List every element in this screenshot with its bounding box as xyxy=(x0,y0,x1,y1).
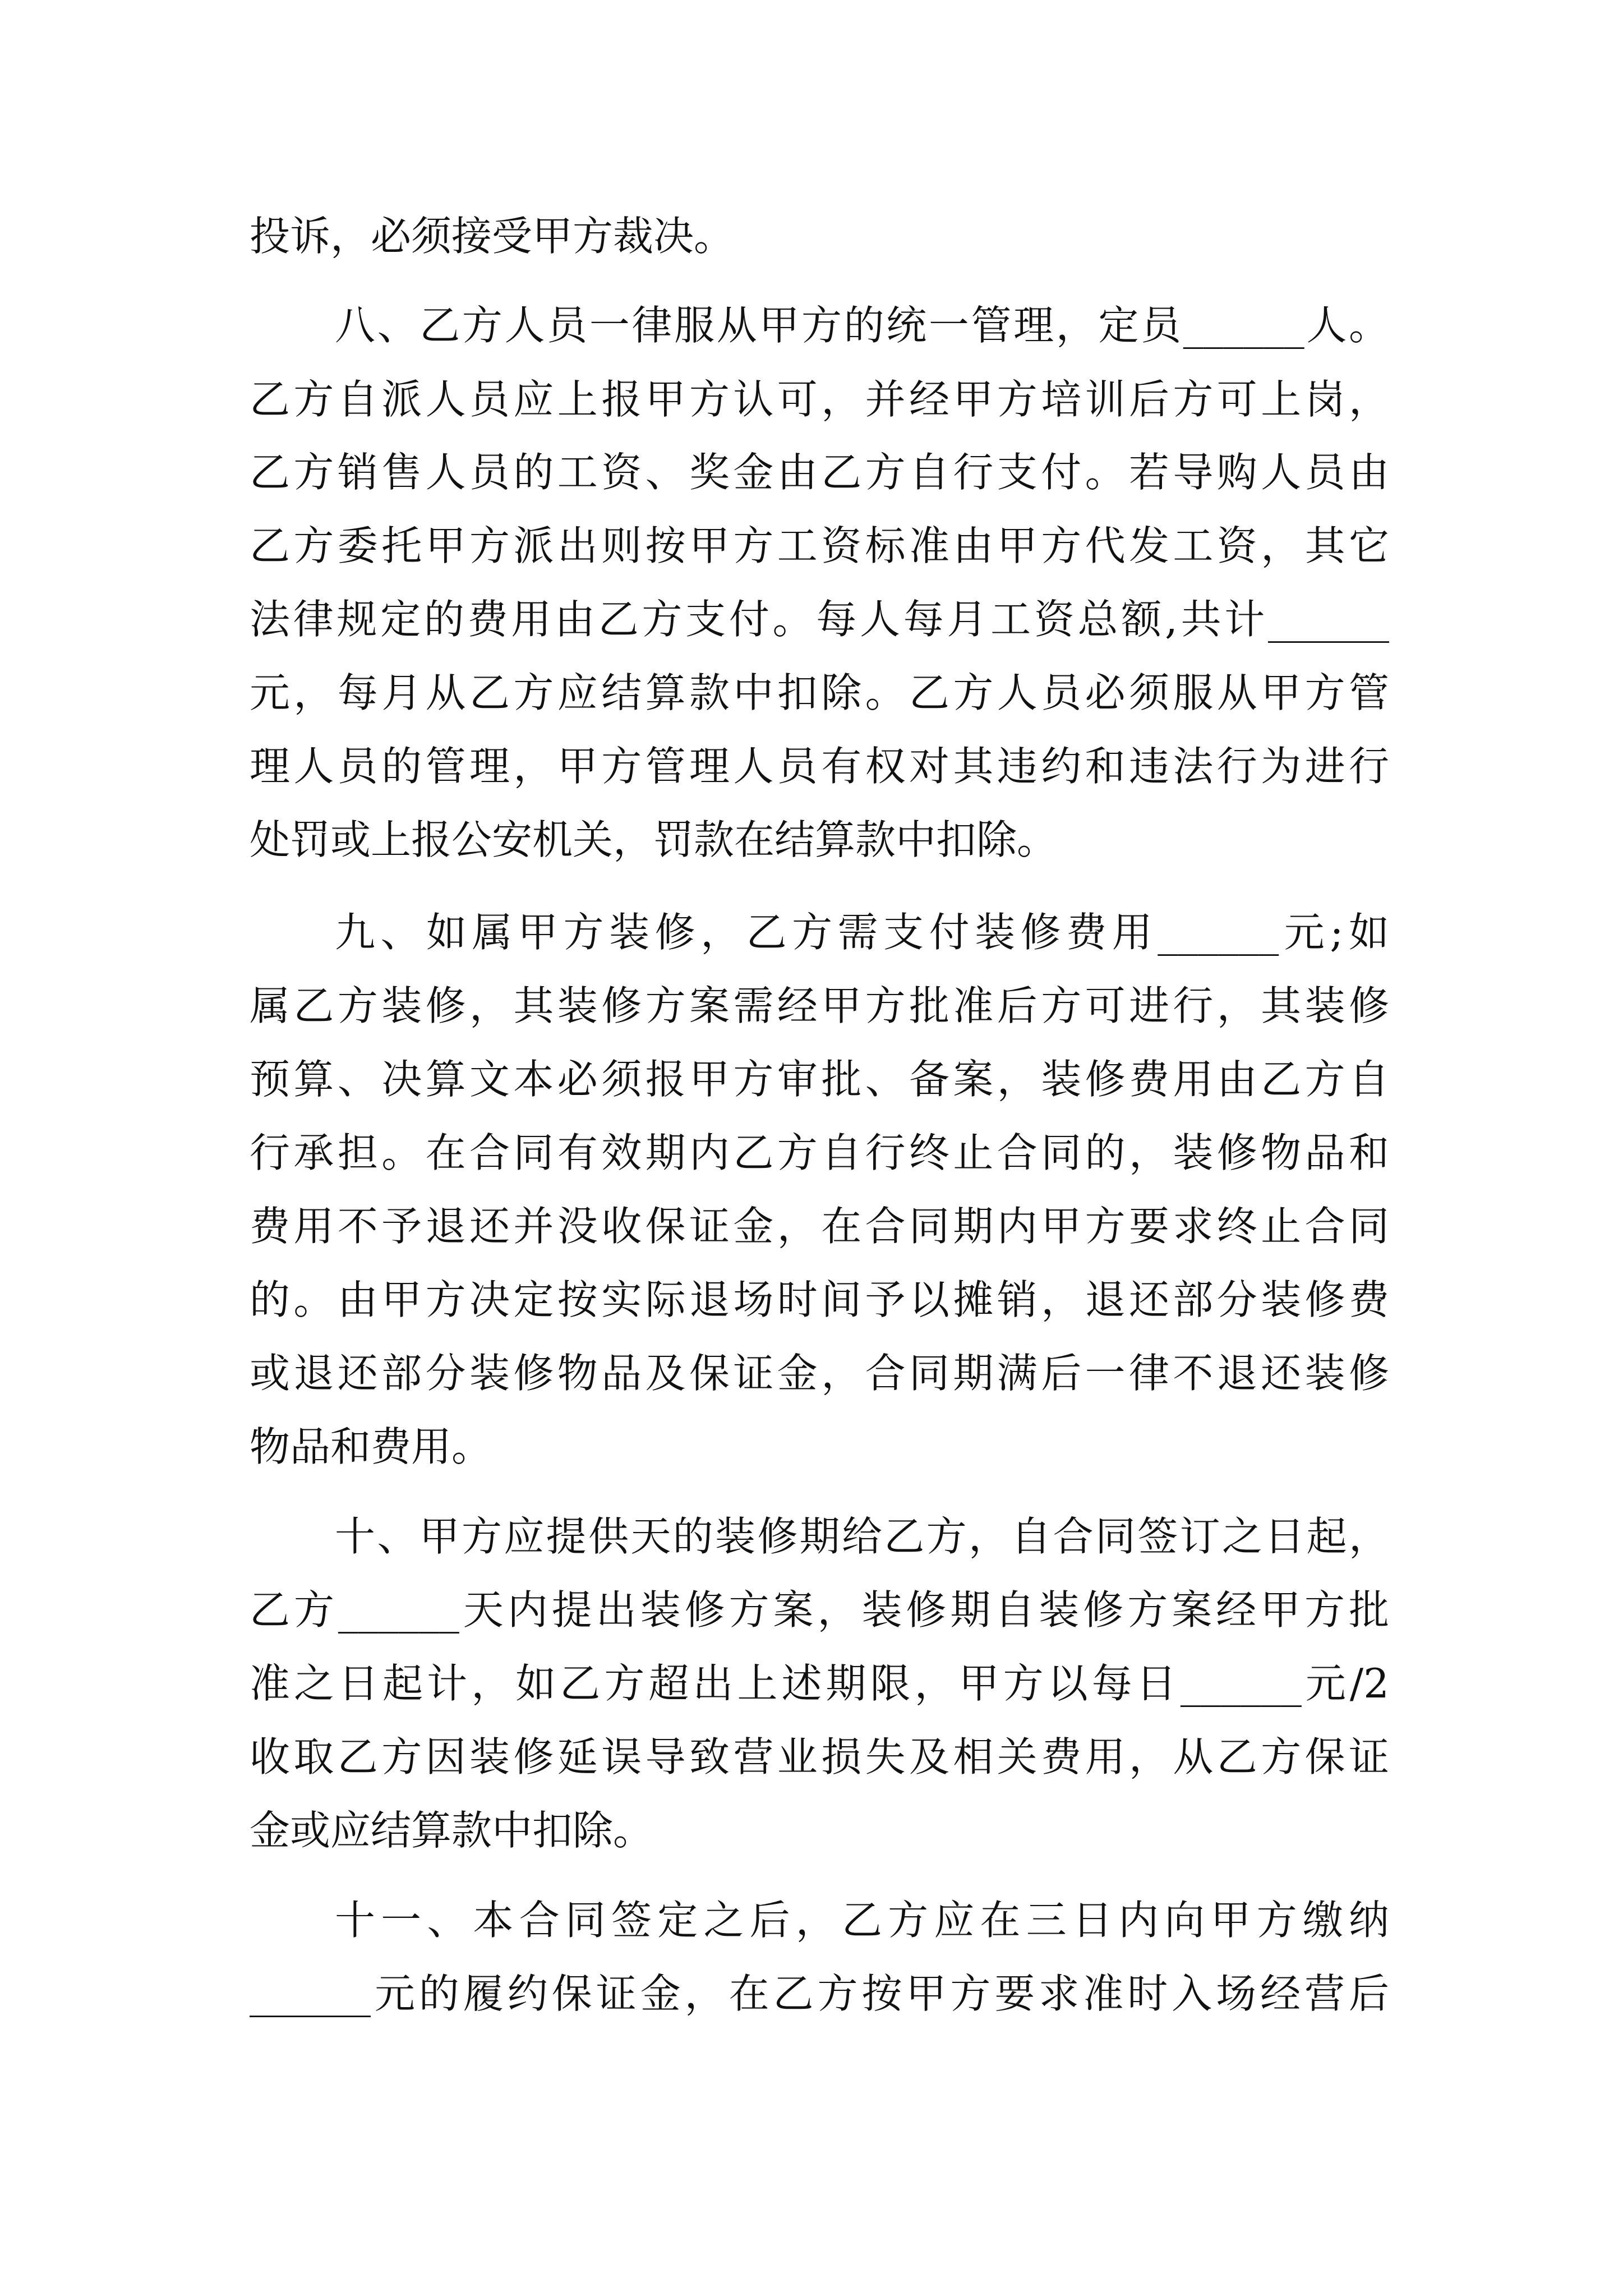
text-line: ______元的履约保证金，在乙方按甲方要求准时入场经营后 xyxy=(250,1970,1389,2017)
text-line: 行承担。在合同有效期内乙方自行终止合同的，装修物品和 xyxy=(250,1129,1389,1176)
text-line: 预算、决算文本必须报甲方审批、备案，装修费用由乙方自 xyxy=(250,1056,1389,1103)
text-line: 费用不予退还并没收保证金，在合同期内甲方要求终止合同 xyxy=(250,1203,1389,1250)
clause-8-heading-line: 八、乙方人员一律服从甲方的统一管理，定员______人。 xyxy=(335,302,1389,349)
text-line: 乙方自派人员应上报甲方认可，并经甲方培训后方可上岗， xyxy=(250,376,1389,423)
clause-9-heading-line: 九、如属甲方装修，乙方需支付装修费用______元;如 xyxy=(335,909,1389,956)
text-line: 元，每月从乙方应结算款中扣除。乙方人员必须服从甲方管 xyxy=(250,669,1389,716)
text-line: 理人员的管理，甲方管理人员有权对其违约和违法行为进行 xyxy=(250,743,1389,790)
text-line: 乙方委托甲方派出则按甲方工资标准由甲方代发工资，其它 xyxy=(250,522,1389,569)
text-line: 或退还部分装修物品及保证金，合同期满后一律不退还装修 xyxy=(250,1350,1389,1397)
text-line: 物品和费用。 xyxy=(250,1423,492,1470)
clause-11-heading-line: 十一、本合同签定之后，乙方应在三日内向甲方缴纳 xyxy=(335,1897,1389,1944)
clause-10-heading-line: 十、甲方应提供天的装修期给乙方，自合同签订之日起， xyxy=(335,1513,1389,1560)
text-line: 的。由甲方决定按实际退场时间予以摊销，退还部分装修费 xyxy=(250,1276,1389,1323)
text-line: 属乙方装修，其装修方案需经甲方批准后方可进行，其装修 xyxy=(250,982,1389,1029)
text-line: 乙方______天内提出装修方案，装修期自装修方案经甲方批 xyxy=(250,1586,1389,1634)
text-line: 处罚或上报公安机关，罚款在结算款中扣除。 xyxy=(250,816,1058,863)
text-line: 收取乙方因装修延误导致营业损失及相关费用，从乙方保证 xyxy=(250,1733,1389,1780)
text-line: 乙方销售人员的工资、奖金由乙方自行支付。若导购人员由 xyxy=(250,449,1389,496)
text-line: 准之日起计，如乙方超出上述期限，甲方以每日______元/2 xyxy=(250,1660,1389,1707)
text-line: 法律规定的费用由乙方支付。每人每月工资总额,共计______ xyxy=(250,596,1389,643)
text-line: 金或应结算款中扣除。 xyxy=(250,1807,654,1854)
text-line: 投诉，必须接受甲方裁决。 xyxy=(250,213,735,260)
